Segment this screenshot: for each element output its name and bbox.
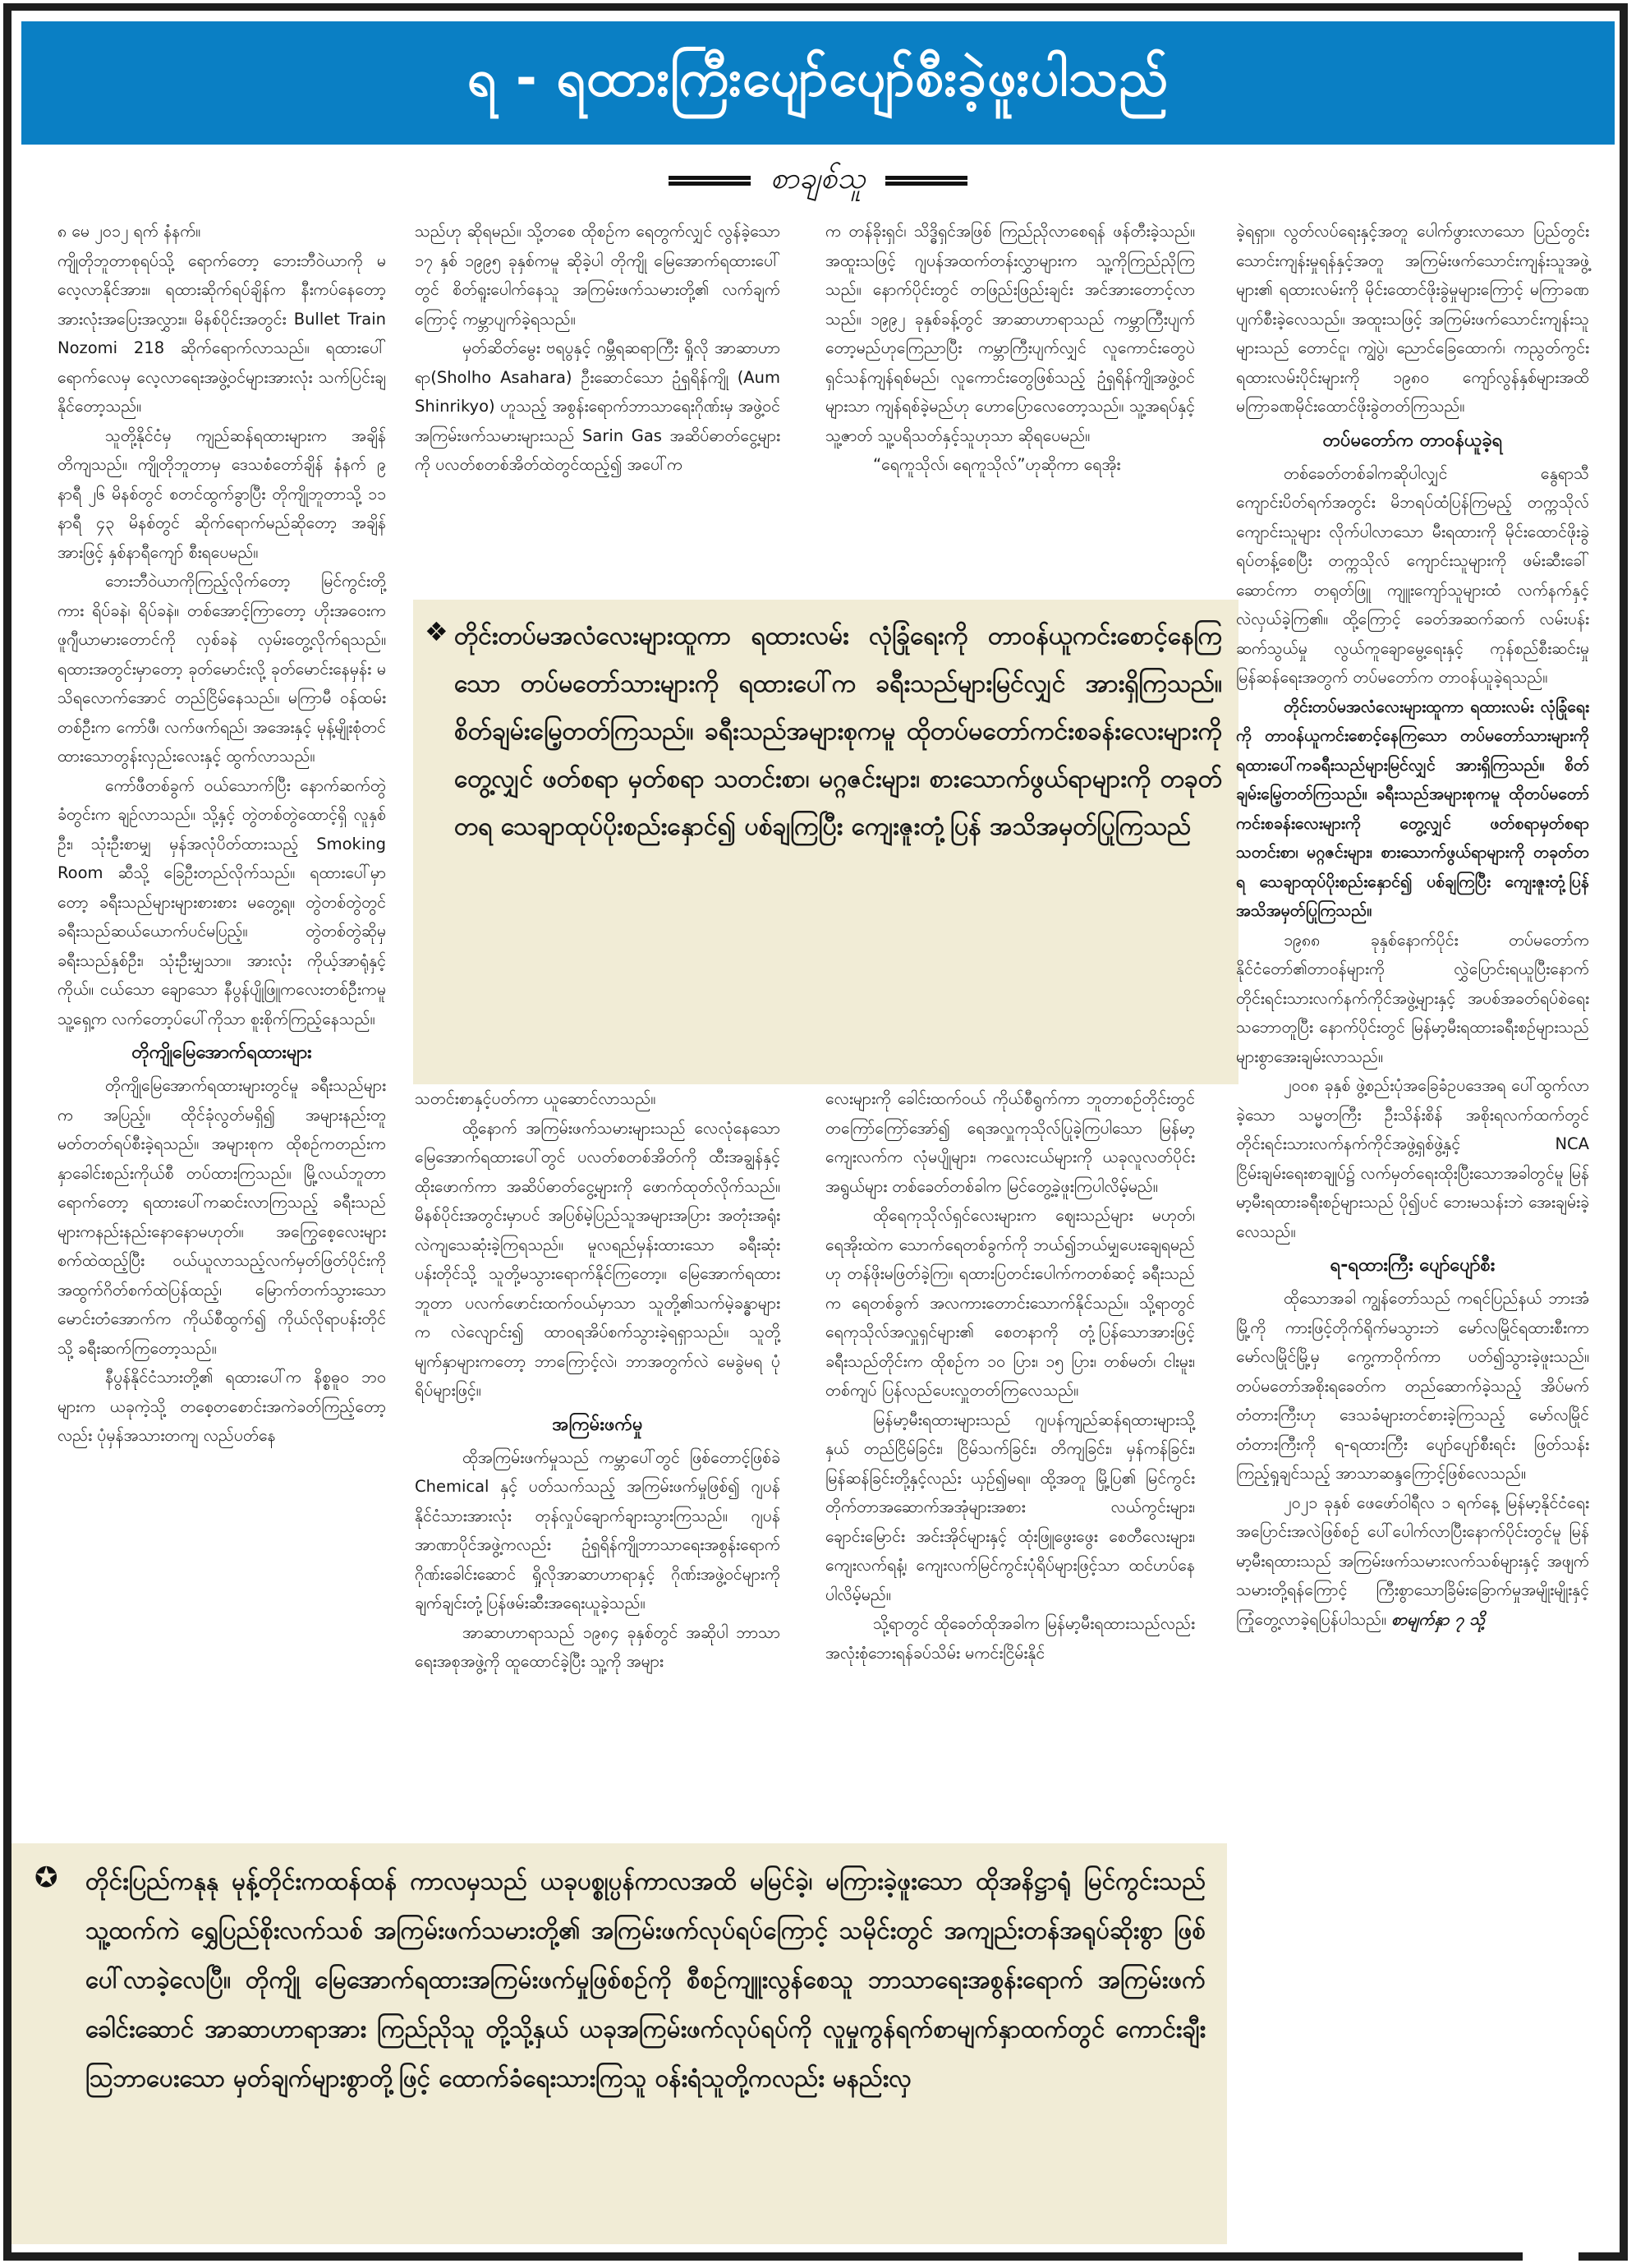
continued-on-link[interactable]: စာမျက်နှာ ၇ သို့ (1391, 1609, 1485, 1629)
paragraph: ၂၀၀၈ ခုနှစ် ဖွဲ့စည်းပုံအခြေခံဥပဒေအရ ပေါ်ထွက်လာခဲ့သော သမ္မတကြီး ဦးသိန်းစိန် အစိုးရလက်ထက်တွင် တိုင်းရင်းသားလက်နက်ကိုင်အဖွဲ့ရှစ်ဖွဲ့နှင့် NCA ငြိမ်းချမ်းရေးစာချုပ်၌ လက်မှတ်ရေးထိုးပြီးသောအခါတွင်မူ မြန်မာ့မီးရထားခရီးစဉ်များသည် ပို၍ပင် ဘေးမသန်းဘဲ အေးချမ်းခဲ့လေသည်။ (1236, 1076, 1589, 1241)
section-heading: ရ-ရထားကြီး ပျော်ပျော်စီး (1330, 1255, 1496, 1276)
byline-rule-right (885, 176, 967, 186)
paragraph: ဘေးဘီဝဲယာကိုကြည့်လိုက်တော့ မြင်ကွင်းတို့ကား ရိပ်ခနဲ၊ ရိပ်ခနဲ။ တစ်အောင့်ကြာတော့ ဟိုးအဝေးက ဖူဂျီယာမားတောင်ကို လှစ်ခနဲ လှမ်းတွေ့လိုက်ရသည်။ ရထားအတွင်းမှာတော့ ခုတ်မောင်းလို့ ခုတ်မောင်းနေမှန်း မသိရလောက်အောင် တည်ငြိမ်နေသည်။ မကြာမီ ဝန်ထမ်းတစ်ဦးက ကော်ဖီ၊ လက်ဖက်ရည်၊ အအေးနှင့် မုန့်မျိုးစုံတင်ထားသောတွန်းလှည်းလေးနှင့် ထွက်လာသည်။ (57, 572, 386, 766)
frame-gap (1523, 2252, 1579, 2261)
column-4 (1236, 217, 1589, 1634)
paragraph: ကျိုတိုဘူတာစုရပ်သို့ ရောက်တော့ ဘေးဘီဝဲယာကို မလေ့လာနိုင်အား။ ရထားဆိုက်ရပ်ချိန်က နီးကပ်နေတော့ အားလုံးအပြေးအလွှား။ မိနစ်ပိုင်းအတွင်း Bullet Train Nozomi 218 ဆိုက်ရောက်လာသည်။ ရထားပေါ်ရောက်လေမှ လေ့လာရေးအဖွဲ့ဝင်များအားလုံး သက်ပြင်းချနိုင်တော့သည်။ (57, 251, 386, 416)
column-3-lower (825, 1084, 1195, 1668)
column-2-lower (415, 1084, 780, 1677)
paragraph: မှတ်ဆိတ်မွေး ဗရပွနှင့် ဂမ္ဘီရဆရာကြီး ရှိုလို အာဆာဟာရာ(Sholho Asahara) ဦးဆောင်သော ဉုံရှရိန်ကျို (Aum Shinrikyo) ဟူသည့် အစွန်းရောက်ဘာသာရေးဂိုဏ်းမှ အဖွဲ့ဝင်အကြမ်းဖက်သမားများသည် Sarin Gas အဆိပ်ဓာတ်ငွေ့များကို ပလတ်စတစ်အိတ်ထဲတွင်ထည့်၍ အပေါ်က (415, 338, 780, 474)
bottom-pull-quote (11, 1843, 1227, 2244)
byline-rule-left (669, 176, 751, 186)
paragraph: သူတို့နိုင်ငံမှ ကျည်ဆန်ရထားများက အချိန်တိကျသည်။ ကျိုတိုဘူတာမှ ဒေသစံတော်ချိန် နံနက် ၉ နာရီ ၂၆ မိနစ်တွင် စတင်ထွက်ခွာပြီး တိုကျိုဘူတာသို့ ၁၁ နာရီ ၄၃ မိနစ်တွင် ဆိုက်ရောက်မည်ဆိုတော့ အချိန်အားဖြင့် နှစ်နာရီကျော် စီးရပေမည်။ (57, 426, 386, 562)
column-3 (825, 217, 1195, 480)
dateline: ၈ မေ ၂၀၁၂ ရက် နံနက်။ (57, 222, 201, 241)
paragraph: ထိုသောအခါ ကျွန်တော်သည် ကရင်ပြည်နယ် ဘားအံမြို့ကို ကားဖြင့်တိုက်ရိုက်မသွားဘဲ မော်လမြိုင်ရထားစီးကာ မော်လမြိုင်မြို့မှ ကွေ့ကာဝိုက်ကာ ပတ်၍သွားခဲ့ဖူးသည်။ တပ်မတော်အစိုးရခေတ်က တည်ဆောက်ခဲ့သည့် အိပ်မက်တံတားကြီးဟု ဒေသခံများတင်စားခဲ့ကြသည့် မော်လမြိုင်တံတားကြီးကို ရ-ရထားကြီး ပျော်ပျော်စီးရင်း ဖြတ်သန်းကြည့်ရှုချင်သည့် အာသာဆန္ဒကြောင့်ဖြစ်လေသည်။ (1236, 1289, 1589, 1483)
section-heading: တပ်မတော်က တာဝန်ယူခဲ့ရ (1322, 430, 1503, 451)
paragraph: အာဆာဟာရာသည် ၁၉၈၄ ခုနှစ်တွင် အဆိုပါ ဘာသာရေးအစုအဖွဲ့ကို ထူထောင်ခဲ့ပြီး သူ့ကို အများ (415, 1622, 780, 1671)
paragraph: ၁၉၈၈ ခုနှစ်နောက်ပိုင်း တပ်မတော်က နိုင်ငံတော်၏တာဝန်များကို လွှဲပြောင်းရယူပြီးနောက် တိုင်းရင်းသားလက်နက်ကိုင်အဖွဲ့များနှင့် အပစ်အခတ်ရပ်စဲရေးသဘောတူပြီး နောက်ပိုင်းတွင် မြန်မာ့မီးရထားခရီးစဉ်များသည် များစွာအေးချမ်းလာသည်။ (1236, 930, 1589, 1066)
highlighted-paragraph: တိုင်းတပ်မအလံလေးများထူကာ ရထားလမ်း လုံခြုံရေးကို တာဝန်ယူကင်းစောင့်နေကြသော တပ်မတော်သားများကို ရထားပေါ်ကခရီးသည်များမြင်လျှင် အားရှိကြသည်။ စိတ်ချမ်းမြေ့တတ်ကြသည်။ ခရီးသည်အများစုကမူ ထိုတပ်မတော်ကင်းစခန်းလေးများကို တွေ့လျှင် ဖတ်စရာမှတ်စရာ သတင်းစာ၊ မဂ္ဂဇင်းများ၊ စားသောက်ဖွယ်ရာများကို တခုတ်တရ သေချာထုပ်ပိုးစည်းနှောင်၍ ပစ်ချကြပြီး ကျေးဇူးတုံ့ပြန် အသိအမှတ်ပြုကြသည်။ (1236, 697, 1589, 920)
paragraph: သတင်းစာနှင့်ပတ်ကာ ယူဆောင်လာသည်။ (415, 1089, 656, 1108)
sun-ornament-icon: ✪ (34, 1861, 58, 1894)
paragraph: “ရေကူသိုလ်၊ ရေကူသိုလ်”ဟုဆိုကာ ရေအိုး (873, 455, 1121, 474)
paragraph: တိုကျိုမြေအောက်ရထားများတွင်မူ ခရီးသည်များက အပြည့်။ ထိုင်ခုံလွတ်မရှိ၍ အများနည်းတူ မတ်တတ်ရပ်စီးခဲ့ရသည်။ အများစုက ထိုစဉ်ကတည်းက နှာခေါင်းစည်းကိုယ်စီ တပ်ထားကြသည်။ မြို့လယ်ဘူတာရောက်တော့ ရထားပေါ်ကဆင်းလာကြသည့် ခရီးသည်များကနည်းနည်းနောနောမဟုတ်။ အကြွေစေ့လေးများ စက်ထဲထည့်ပြီး ဝယ်ယူလာသည့်လက်မှတ်ဖြတ်ပိုင်းကို အထွက်ဂိတ်စက်ထဲပြန်ထည့်၊ မြောက်တက်သွားသော မောင်းတံအောက်က ကိုယ်စီထွက်၍ ကိုယ်လိုရာပန်းတိုင်သို့ ခရီးဆက်ကြတော့သည်။ (57, 1076, 386, 1358)
paragraph: လေးများကို ခေါင်းထက်ဝယ် ကိုယ်စီရွက်ကာ ဘူတာစဉ်တိုင်းတွင် တကြော်ကြော်အော်၍ ရေအလှူကုသိုလ်ပြုခဲ့ကြပါသော မြန်မာ့ကျေးလက်က လုံမပျိုများ၊ ကလေးငယ်များကို ယခုလူလတ်ပိုင်းအရွယ်များ တစ်ခေတ်တစ်ခါက မြင်တွေ့ခဲ့ဖူးကြပါလိမ့်မည်။ (825, 1089, 1195, 1196)
title-banner (21, 21, 1615, 145)
pull-quote (413, 600, 1238, 1084)
column-1 (57, 217, 386, 1451)
paragraph: က တန်ခိုးရှင်၊ သိဒ္ဓိရှင်အဖြစ် ကြည်ညိုလာစေရန် ဖန်တီးခဲ့သည်။ အထူးသဖြင့် ဂျပန်အထက်တန်းလွှာများက သူ့ကိုကြည်ညိုကြသည်။ နောက်ပိုင်းတွင် တဖြည်းဖြည်းချင်း အင်အားတောင့်လာသည်။ ၁၉၉၂ ခုနှစ်ခန့်တွင် အာဆာဟာရာသည် ကမ္ဘာကြီးပျက်တော့မည်ဟုကြေညာပြီး ကမ္ဘာကြီးပျက်လျှင် လူကောင်းတွေပဲ ရှင်သန်ကျန်ရစ်မည်၊ လူကောင်းတွေဖြစ်သည့် ဉုံရှရိန်ကျိုအဖွဲ့ဝင်များသာ ကျန်ရစ်ခဲ့မည်ဟု ဟောပြောလေတော့သည်။ သူ့အရပ်နှင့် သူ့ဇာတ် သူ့ပရိသတ်နှင့်သူဟုသာ ဆိုရပေမည်။ (825, 222, 1195, 445)
paragraph: ထိုအကြမ်းဖက်မှုသည် ကမ္ဘာပေါ်တွင် ဖြစ်တောင့်ဖြစ်ခဲ Chemical နှင့် ပတ်သက်သည့် အကြမ်းဖက်မှုဖြစ်၍ ဂျပန်နိုင်ငံသားအားလုံး တုန်လှုပ်ချောက်ချားသွားကြသည်။ ဂျပန်အာဏာပိုင်အဖွဲ့ကလည်း ဉုံရှရိန်ကျိုဘာသာရေးအစွန်းရောက်ဂိုဏ်းခေါင်းဆောင် ရှိုလိုအာဆာဟာရာနှင့် ဂိုဏ်းအဖွဲ့ဝင်များကို ချက်ချင်းတုံ့ပြန်ဖမ်းဆီးအရေးယူခဲ့သည်။ (415, 1447, 780, 1612)
bottom-pull-quote-text: တိုင်းပြည်ကနုနု မုန့်တိုင်းကထန်ထန် ကာလမှသည် ယခုပစ္စုပ္ပန်ကာလအထိ မမြင်ခဲ့၊ မကြားခဲ့ဖူးသော ထိုအနိဋ္ဌာရုံ မြင်ကွင်းသည် သူ့ထက်ကဲ ရွှေပြည်စိုးလက်သစ် အကြမ်းဖက်သမားတို့၏ အကြမ်းဖက်လုပ်ရပ်ကြောင့် သမိုင်းတွင် အကျည်းတန်အရုပ်ဆိုးစွာ ဖြစ်ပေါ်လာခဲ့လေပြီ။ တိုကျို မြေအောက်ရထားအကြမ်းဖက်မှုဖြစ်စဉ်ကို စီစဉ်ကျူးလွန်စေသူ ဘာသာရေးအစွန်းရောက် အကြမ်းဖက်ခေါင်းဆောင် အာဆာဟာရာအား ကြည်ညိုသူ တို့သို့နှယ် ယခုအကြမ်းဖက်လုပ်ရပ်ကို လူမှုကွန်ရက်စာမျက်နှာထက်တွင် ကောင်းချီးသြဘာပေးသော မှတ်ချက်များစွာတို့ဖြင့် ထောက်ခံရေးသားကြသူ ဝန်းရံသူတို့ကလည်း မနည်းလှ (85, 1867, 1206, 2092)
paragraph: တစ်ခေတ်တစ်ခါကဆိုပါလျှင် နွေရာသီကျောင်းပိတ်ရက်အတွင်း မိဘရပ်ထံပြန်ကြမည့် တက္ကသိုလ်ကျောင်းသူများ လိုက်ပါလာသော မီးရထားကို မိုင်းထောင်ဖိုးခွဲရပ်တန့်စေပြီး တက္ကသိုလ် ကျောင်းသူများကို ဖမ်းဆီးခေါ်ဆောင်ကာ တရုတ်ဖြူ ကျူးကျော်သူများထံ လက်နက်နှင့် လဲလှယ်ခဲ့ကြ၏။ ထို့ကြောင့် ခေတ်အဆက်ဆက် လမ်းပန်းဆက်သွယ်မှု လွယ်ကူချောမွေ့ရေးနှင့် ကုန်စည်စီးဆင်းမှု မြန်ဆန်ရေးအတွက် တပ်မတော်က တာဝန်ယူခဲ့ရသည်။ (1236, 463, 1589, 687)
article-title: ရ - ရထားကြီးပျော်ပျော်စီးခဲ့ဖူးပါသည် (466, 47, 1170, 108)
paragraph-text: ၂၀၂၁ ခုနှစ် ဖေဖော်ဝါရီလ ၁ ရက်နေ့ မြန်မာ့နိုင်ငံရေးအပြောင်းအလဲဖြစ်စဉ် ပေါ်ပေါက်လာပြီးနောက်ပိုင်းတွင်မူ မြန်မာ့မီးရထားသည် အကြမ်းဖက်သမားလက်သစ်များနှင့် အဖျက်သမားတို့ရန်ကြောင့် ကြီးစွာသောခြိမ်းခြောက်မှုအမျိုးမျိုးနှင့် ကြုံတွေ့လာခဲ့ရပြန်ပါသည်။ (1236, 1493, 1589, 1629)
paragraph: သည်ဟု ဆိုရမည်။ သို့တစေ ထိုစဉ်က ရေတွက်လျှင် လွန်ခဲ့သော ၁၇ နှစ် ၁၉၉၅ ခုနှစ်ကမူ ဆိုခဲ့ပါ တိုကျို မြေအောက်ရထားပေါ်တွင် စိတ်ရူးပေါက်နေသူ အကြမ်းဖက်သမားတို့၏ လက်ချက်ကြောင့် ကမ္ဘာပျက်ခဲ့ရသည်။ (415, 222, 780, 329)
author-name: စာချစ်သူ (770, 162, 866, 196)
column-2 (415, 217, 780, 480)
section-heading: တိုကျိုမြေအောက်ရထားများ (131, 1042, 312, 1063)
byline (0, 156, 1636, 205)
paragraph: ခဲ့ရရှာ။ လွတ်လပ်ရေးနှင့်အတူ ပေါက်ဖွားလာသော ပြည်တွင်းသောင်းကျန်းမှုရန်နှင့်အတူ အကြမ်းဖက်သောင်းကျန်းသူအဖွဲ့များ၏ ရထားလမ်းကို မိုင်းထောင်ဖိုးခွဲမှုများကြောင့် မကြာခဏပျက်စီးခဲ့လေသည်။ အထူးသဖြင့် အကြမ်းဖက်သောင်းကျန်းသူများသည် တောင်ငူ၊ ကျွဲပွဲ၊ ညောင်ခြေထောက်၊ ကညွတ်ကွင်း ရထားလမ်းပိုင်းများကို ၁၉၈၀ ကျော်လွန်နှစ်များအထိ မကြာခဏမိုင်းထောင်ဖိုးခွဲတတ်ကြသည်။ (1236, 222, 1589, 416)
paragraph: မြန်မာ့မီးရထားများသည် ဂျပန်ကျည်ဆန်ရထားများသို့နှယ် တည်ငြိမ်ခြင်း၊ ငြိမ်သက်ခြင်း၊ တိကျခြင်း၊ မှန်ကန်ခြင်း၊ မြန်ဆန်ခြင်းတို့နှင့်လည်း ယှဉ်၍မရ။ ထို့အတူ မြို့ပြ၏ မြင်ကွင်းတိုက်တာအဆောက်အအုံများအစား လယ်ကွင်းများ၊ ချောင်းမြောင်း အင်းအိုင်များနှင့် ထုံးဖြူဖွေးဖွေး စေတီလေးများ၊ ကျေးလက်ရနံ့၊ ကျေးလက်မြင်ကွင်းပုံရိပ်များဖြင့်သာ ထင်ဟပ်နေပါလိမ့်မည်။ (825, 1410, 1195, 1604)
section-heading: အကြမ်းဖက်မှု (552, 1414, 643, 1435)
diamond-ornament-icon: ❖ (425, 616, 448, 647)
paragraph: ထိုရေကုသိုလ်ရှင်လေးများက ဈေးသည်များ မဟုတ်၊ ရေအိုးထဲက သောက်ရေတစ်ခွက်ကို ဘယ်၍ဘယ်မျှပေးချေရမည်ဟု တန်ဖိုးမဖြတ်ခဲ့ကြ။ ရထားပြတင်းပေါက်ကတစ်ဆင့် ခရီးသည်က ရေတစ်ခွက် အလကားတောင်းသောက်နိုင်သည်။ သို့ရာတွင် ရေကုသိုလ်အလှူရှင်များ၏ စေတနာကို တုံ့ပြန်သောအားဖြင့် ခရီးသည်တိုင်းက ထိုစဉ်က ၁၀ ပြား၊ ၁၅ ပြား၊ တစ်မတ်၊ ငါးမူး၊ တစ်ကျပ် ပြန်လည်ပေးလှူတတ်ကြလေသည်။ (825, 1206, 1195, 1400)
paragraph: သို့ရာတွင် ထိုခေတ်ထိုအခါက မြန်မာ့မီးရထားသည်လည်း အလုံးစုံဘေးရန်ခပ်သိမ်း မကင်းငြိမ်းနိုင် (825, 1614, 1195, 1663)
paragraph: ကော်ဖီတစ်ခွက် ဝယ်သောက်ပြီး နောက်ဆက်တွဲ ခံတွင်းက ချဉ်လာသည်။ သို့နှင့် တွဲတစ်တွဲထောင့်ရှိ လူနှစ်ဦး၊ သုံးဦးစာမျှ မှန်အလုံပိတ်ထားသည့် Smoking Room ဆီသို့ ခြေဦးတည်လိုက်သည်။ ရထားပေါ်မှာတော့ ခရီးသည်များများစားစား မတွေ့ရ။ တွဲတစ်တွဲတွင် ခရီးသည်ဆယ်ယောက်ပင်မပြည့်။ တွဲတစ်တွဲဆိုမှ ခရီးသည်နှစ်ဦး၊ သုံးဦးမျှသာ။ အားလုံး ကိုယ့်အာရုံနှင့်ကိုယ်။ ငယ်သော ချောသော နီပွန်ပျိုဖြူကလေးတစ်ဦးကမူ သူ့ရှေ့က လက်တော့ပ်ပေါ်ကိုသာ စူးစိုက်ကြည့်နေသည်။ (57, 775, 386, 1028)
pull-quote-text: တိုင်းတပ်မအလံလေးများထူကာ ရထားလမ်း လုံခြုံရေးကို တာဝန်ယူကင်းစောင့်နေကြသော တပ်မတော်သားများကို ရထားပေါ်က ခရီးသည်များမြင်လျှင် အားရှိကြသည်။ စိတ်ချမ်းမြေ့တတ်ကြသည်။ ခရီးသည်အများစုကမူ ထိုတပ်မတော်ကင်းစခန်းလေးများကို တွေ့လျှင် ဖတ်စရာ မှတ်စရာ သတင်းစာ၊ မဂ္ဂဇင်းများ၊ စားသောက်ဖွယ်ရာများကို တခုတ်တရ သေချာထုပ်ပိုးစည်းနှောင်၍ ပစ်ချကြပြီး ကျေးဇူးတုံ့ပြန် အသိအမှတ်ပြုကြသည် (454, 622, 1222, 841)
paragraph: ထို့နောက် အကြမ်းဖက်သမားများသည် လေလုံနေသော မြေအောက်ရထားပေါ်တွင် ပလတ်စတစ်အိတ်ကို ထီးအချွန်နှင့် ထိုးဖောက်ကာ အဆိပ်ဓာတ်ငွေ့များကို ဖောက်ထုတ်လိုက်သည်။ မိနစ်ပိုင်းအတွင်းမှာပင် အပြစ်မဲ့ပြည်သူအများအပြား အတုံးအရုံးလဲကျသေဆုံးခဲ့ကြရသည်။ မူလရည်မှန်းထားသော ခရီးဆုံးပန်းတိုင်သို့ သူတို့မသွားရောက်နိုင်ကြတော့။ မြေအောက်ရထားဘူတာ ပလက်ဖောင်းထက်ဝယ်မှာသာ သူတို့၏သက်မဲ့ခန္ဓာများက လဲလျောင်း၍ ထာဝရအိပ်စက်သွားခဲ့ရရှာသည်။ သူတို့မျက်နှာများကတော့ ဘာကြောင့်လဲ၊ ဘာအတွက်လဲ မေခွဲမရ ပုံရိပ်များဖြင့်။ (415, 1118, 780, 1400)
paragraph: နီပွန်နိုင်ငံသားတို့၏ ရထားပေါ်က နိစ္စဓူဝ ဘဝများက ယခုကဲ့သို့ တစေ့တစောင်းအကဲခတ်ကြည့်တော့လည်း ပုံမှန်အသားတကျ လည်ပတ်နေ (57, 1368, 386, 1445)
paragraph (1236, 1488, 1589, 1635)
